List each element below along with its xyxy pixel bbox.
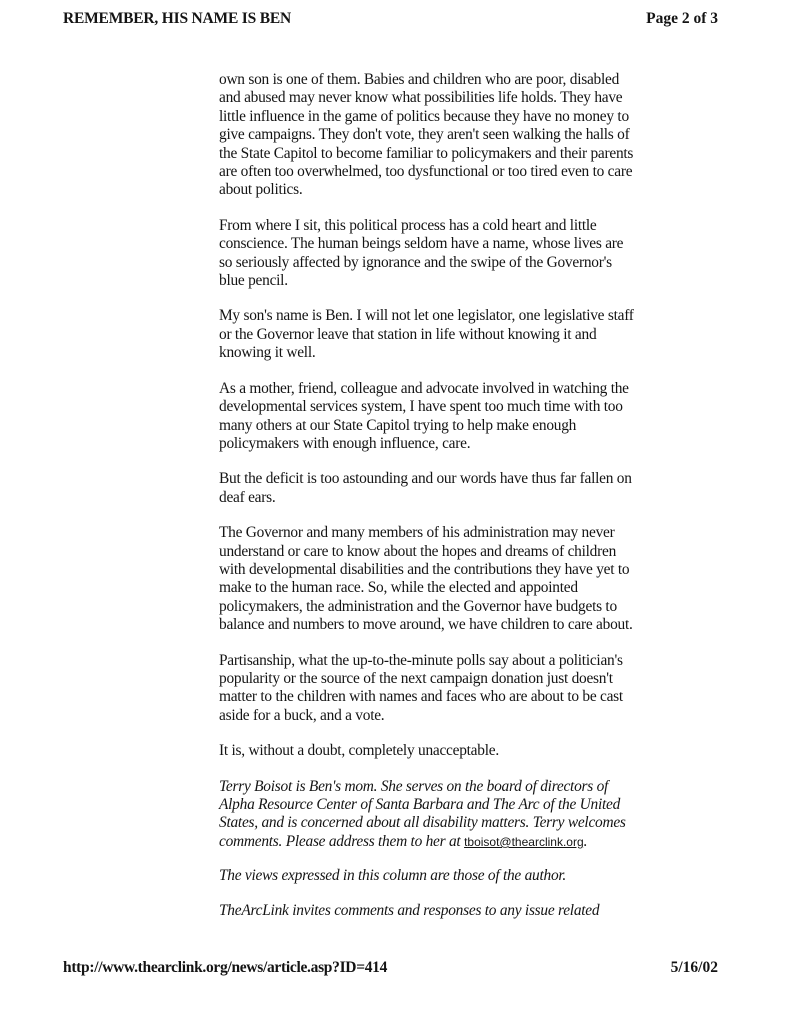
paragraph-7: Partisanship, what the up-to-the-minute polls say about a politician's popularity or the source of the next campaign donation just doesn't matter to the children with names and faces who are about to be cast aside for a buck, and a vote. (219, 651, 623, 724)
paragraph-4: As a mother, friend, colleague and advocate involved in watching the developmental services system, I have spent too much time with too many others at our State Capitol trying to help make enough policymakers with enough influence, care. (219, 379, 629, 452)
paragraph-5: But the deficit is too astounding and our words have thus far fallen on deaf ears. (219, 470, 632, 506)
author-bio (219, 778, 637, 852)
invite-text: TheArcLink invites comments and responses to any issue related (219, 901, 600, 919)
author-email-suffix: . (583, 832, 588, 850)
author-email-link[interactable]: tboisot@thearclink.org (464, 834, 584, 849)
paragraph-2: From where I sit, this political process has a cold heart and little conscience. The human beings seldom have a name, whose lives are so seriously affected by ignorance and the swipe of the Governor's blue pencil. (219, 216, 624, 290)
paragraph-8: It is, without a doubt, completely unacceptable. (219, 742, 499, 760)
paragraph-3: My son's name is Ben. I will not let one legislator, one legislative staff or the Governor leave that station in life without knowing it and knowing it well. (219, 307, 634, 362)
page-number: Page 2 of 3 (646, 10, 718, 27)
footer-url: http://www.thearclink.org/news/article.asp?ID=414 (63, 959, 388, 976)
article-body (219, 71, 637, 936)
paragraph-1: own son is one of them. Babies and children who are poor, disabled and abused may never know what possibilities life holds. They have little influence in the game of politics because they have no money to give campaigns. They don't vote, they aren't seen walking the halls of the State Capitol to become familiar to policymakers and their parents are often too overwhelmed, too dysfunctional or too tired even to care about politics. (219, 71, 634, 199)
document-title: REMEMBER, HIS NAME IS BEN (63, 10, 291, 27)
disclaimer: The views expressed in this column are those of the author. (219, 867, 567, 885)
footer-date: 5/16/02 (670, 959, 718, 976)
paragraph-6: The Governor and many members of his administration may never understand or care to know about the hopes and dreams of children with developmental disabilities and the contributions they have yet to make to the human race. So, while the elected and appointed policymakers, the administration and the Governor have budgets to balance and numbers to move around, we have children to care about. (219, 524, 633, 634)
author-bio-text: Terry Boisot is Ben's mom. She serves on the board of directors of Alpha Resource Center of Santa Barbara and The Arc of the United States, and is concerned about all disability matters. Terry welcomes comments. Please address them to her at (219, 777, 626, 850)
